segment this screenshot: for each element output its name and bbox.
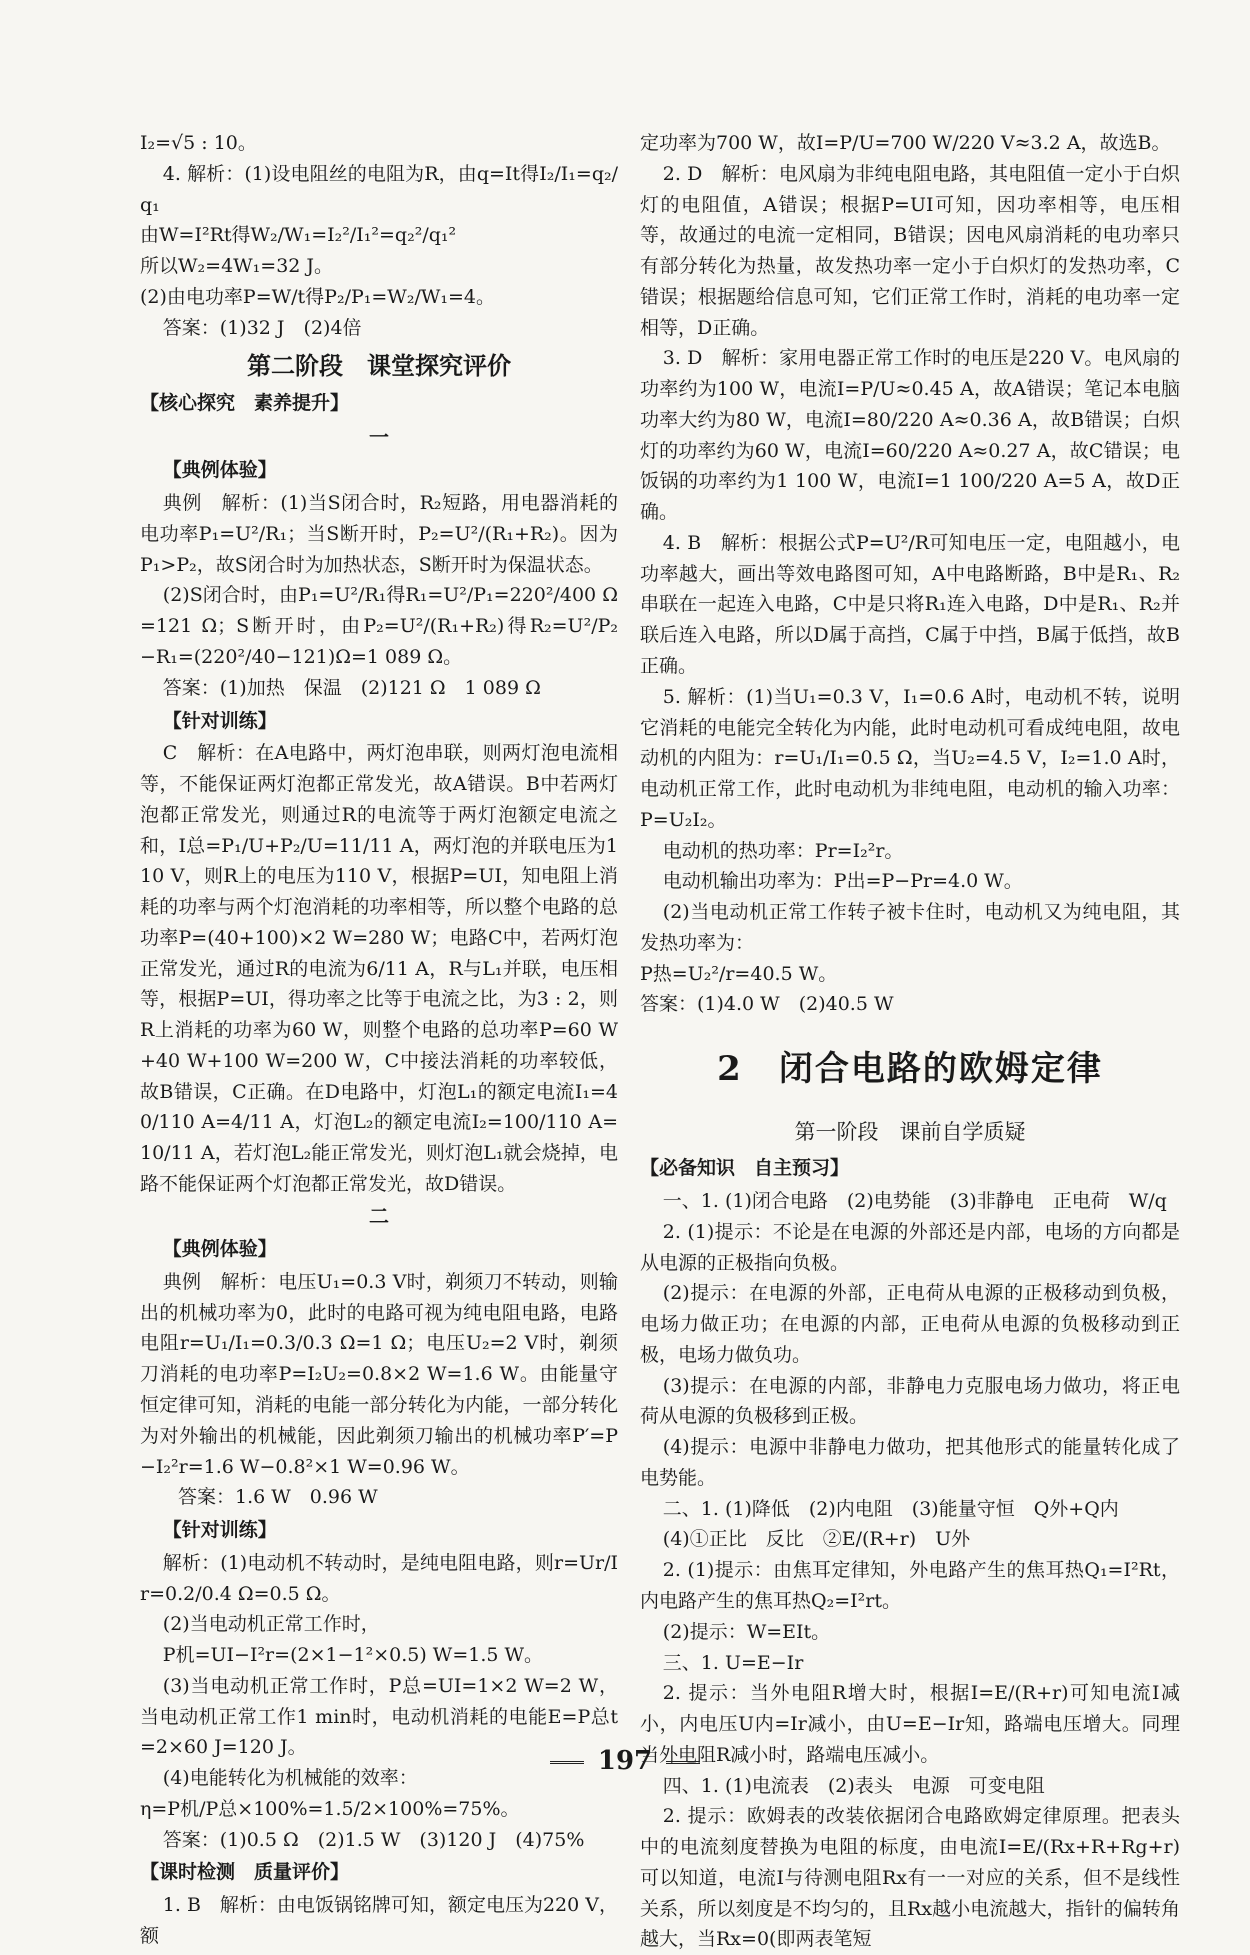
- text-line: (4)①正比 反比 ②E/(R+r) U外: [662, 1528, 971, 1551]
- text-line: 一、1. (1)闭合电路 (2)电势能 (3)非静电 正电荷 W/q: [662, 1190, 1167, 1213]
- answer-line: 答案：(1)加热 保温 (2)121 Ω 1 089 Ω: [162, 676, 541, 699]
- text-paragraph: 2. D 解析：电风扇为非纯电阻电路，其电阻值一定小于白炽灯的电阻值，A错误；根据P=UI可知，因功率相等，电压相等，故通过的电流一定相同，B错误；因电风扇消耗的电功率只有部分转化为热量，故发热功率一定小于白炽灯的发热功率，C错误；根据题给信息可知，它们正常工作时，消耗的电功率一定相等，D正确。: [640, 162, 1180, 339]
- text-paragraph: 5. 解析：(1)当U₁=0.3 V，I₁=0.6 A时，电动机不转，说明它消耗的电能完全转化为内能，此时电动机可看成纯电阻，故电动机的内阻为：r=U₁/I₁=0.5 Ω，当U₂=4.5 V，I₂=1.0 A时，电动机正常工作，此时电动机为非纯电阻，电动机的输入功率：P=U₂I₂。: [640, 685, 1180, 831]
- answer-line: 答案：(1)4.0 W (2)40.5 W: [640, 993, 894, 1016]
- text-line: 三、1. U=E−Ir: [662, 1651, 804, 1674]
- text-line: (2)当电动机正常工作时，: [162, 1613, 380, 1636]
- subsection-heading: 【典例体验】: [162, 459, 277, 482]
- text-line: 四、1. (1)电流表 (2)表头 电源 可变电阻: [662, 1774, 1045, 1797]
- text-paragraph: 典例 解析：电压U₁=0.3 V时，剃须刀不转动，则输出的机械功率为0，此时的电路可视为纯电阻电路，电路电阻r=U₁/I₁=0.3/0.3 Ω=1 Ω；电压U₂=2 V时，剃须刀消耗的电功率P=I₂U₂=0.8×2 W=1.6 W。由能量守恒定律可知，消耗的电能一部分转化为内能，一部分转化为对外输出的机械能，因此剃须刀输出的机械功率P′=P−I₂²r=1.6 W−0.8²×1 W=0.96 W。: [140, 1270, 618, 1478]
- page-footer: [0, 1740, 1250, 1782]
- answer-line: 答案：(1)0.5 Ω (2)1.5 W (3)120 J (4)75%: [162, 1828, 585, 1851]
- text-paragraph: 2. 提示：欧姆表的改装依据闭合电路欧姆定律原理。把表头中的电流刻度替换为电阻的标度，由电流I=E/(Rx+R+Rg+r)可以知道，电流I与待测电阻Rx有一一对应的关系，但不是线性关系，所以刻度是不均匀的，且Rx越小电流越大，指针的偏转角越大，当Rx=0(即两表笔短: [640, 1805, 1180, 1951]
- text-line: 1. B 解析：由电饭锅铭牌可知，额定电压为220 V，额: [140, 1894, 618, 1947]
- text-paragraph: 2. 提示：当外电阻R增大时，根据I=E/(R+r)可知电流I减小，内电压U内=Ir减小，由U=E−Ir知，路端电压增大。同理当外电阻R减小时，路端电压减小。: [640, 1682, 1180, 1766]
- text-paragraph: 4. B 解析：根据公式P=U²/R可知电压一定，电阻越小，电功率越大，画出等效电路图可知，A中电路断路，B中是R₁、R₂串联在一起连入电路，C中是只将R₁连入电路，D中是R₁、R₂并联后连入电路，所以D属于高挡，C属于中挡，B属于低挡，故B正确。: [640, 531, 1180, 678]
- section-heading: 【必备知识 自主预习】: [640, 1157, 850, 1180]
- subsection-heading: 【针对训练】: [162, 1519, 277, 1542]
- text-paragraph: 2. (1)提示：由焦耳定律知，外电路产生的焦耳热Q₁=I²Rt，内电路产生的焦耳热Q₂=I²rt。: [640, 1559, 1180, 1613]
- footer-rule-right: [666, 1761, 700, 1764]
- text-line: 由W=I²Rt得W₂/W₁=I₂²/I₁²=q₂²/q₁²: [140, 224, 457, 247]
- part-marker: 一: [369, 425, 389, 449]
- text-line: η=P机/P总×100%=1.5/2×100%=75%。: [140, 1797, 520, 1820]
- text-paragraph: 2. (1)提示：不论是在电源的外部还是内部，电场的方向都是从电源的正极指向负极。: [640, 1220, 1180, 1274]
- right-column: [640, 128, 1180, 1955]
- subsection-heading: 【典例体验】: [162, 1238, 277, 1261]
- chapter-title: 2 闭合电路的欧姆定律: [717, 1049, 1103, 1090]
- section-heading: 【课时检测 质量评价】: [140, 1861, 350, 1884]
- text-paragraph: (3)当电动机正常工作时，P总=UI=1×2 W=2 W，当电动机正常工作1 min时，电动机消耗的电能E=P总t=2×60 J=120 J。: [140, 1674, 618, 1759]
- text-paragraph: C 解析：在A电路中，两灯泡串联，则两灯泡电流相等，不能保证两灯泡都正常发光，故A错误。B中若两灯泡都正常发光，则通过R的电流等于两灯泡额定电流之和，I总=P₁/U+P₂/U=11/11 A，两灯泡的并联电压为110 V，则R上的电压为110 V，根据P=UI，知电阻上消耗的功率与两个灯泡消耗的功率相等，所以整个电路的总功率P=(40+100)×2 W=280 W；电路C中，若两灯泡正常发光，通过R的电流为6/11 A，R与L₁并联，电压相等，根据P=UI，得功率之比等于电流之比，为3 : 2，则R上消耗的功率为60 W，则整个电路的总功率P=60 W+40 W+100 W=200 W，C中接法消耗的功率较低，故B错误，C正确。在D电路中，灯泡L₁的额定电流I₁=40/110 A=4/11 A，灯泡L₂的额定电流I₂=100/110 A=10/11 A，若灯泡L₂能正常发光，则灯泡L₁就会烧掉，电路不能保证两个灯泡都正常发光，故D错误。: [140, 742, 618, 1195]
- text-line: (2)由电功率P=W/t得P₂/P₁=W₂/W₁=4。: [140, 285, 496, 308]
- text-line: 4. 解析：(1)设电阻丝的电阻为R，由q=It得I₂/I₁=q₂/q₁: [140, 162, 618, 216]
- answer-line: 答案：(1)32 J (2)4倍: [162, 316, 362, 339]
- text-line: 电动机输出功率为：P出=P−Pr=4.0 W。: [662, 870, 1023, 893]
- text-line: 所以W₂=4W₁=32 J。: [140, 255, 334, 278]
- stage-heading: 第一阶段 课前自学质疑: [794, 1120, 1026, 1145]
- part-marker: 二: [369, 1203, 389, 1228]
- answer-line: 答案：1.6 W 0.96 W: [178, 1486, 378, 1509]
- subsection-heading: 【针对训练】: [162, 709, 277, 732]
- text-line: I₂=√5 : 10。: [140, 132, 257, 154]
- text-paragraph: (2)S闭合时，由P₁=U²/R₁得R₁=U²/P₁=220²/400 Ω=121 Ω；S断开时，由P₂=U²/(R₁+R₂)得R₂=U²/P₂−R₁=(220²/40−121)Ω=1 089 Ω。: [140, 584, 618, 668]
- page-number: 197: [597, 1746, 653, 1776]
- text-line: 二、1. (1)降低 (2)内电阻 (3)能量守恒 Q外+Q内: [662, 1497, 1119, 1520]
- text-line: P机=UI−I²r=(2×1−1²×0.5) W=1.5 W。: [162, 1644, 544, 1667]
- footer-rule-left: [550, 1761, 584, 1764]
- text-paragraph: (4)提示：电源中非静电力做功，把其他形式的能量转化成了电势能。: [640, 1436, 1180, 1489]
- text-paragraph: (2)当电动机正常工作转子被卡住时，电动机又为纯电阻，其发热功率为：: [640, 901, 1180, 954]
- text-paragraph: 典例 解析：(1)当S闭合时，R₂短路，用电器消耗的电功率P₁=U²/R₁；当S断开时，P₂=U²/(R₁+R₂)。因为P₁>P₂，故S闭合时为加热状态，S断开时为保温状态。: [140, 492, 618, 576]
- text-paragraph: 解析：(1)电动机不转动时，是纯电阻电路，则r=Ur/Ir=0.2/0.4 Ω=0.5 Ω。: [140, 1551, 618, 1605]
- text-paragraph: (3)提示：在电源的内部，非静电力克服电场力做功，将正电荷从电源的负极移到正极。: [640, 1374, 1180, 1428]
- text-line: (4)电能转化为机械能的效率：: [162, 1767, 418, 1790]
- stage-heading: 第二阶段 课堂探究评价: [247, 351, 511, 381]
- text-paragraph: (2)提示：在电源的外部，正电荷从电源的正极移动到负极，电场力做正功；在电源的内部，正电荷从电源的负极移动到正极，电场力做负功。: [640, 1282, 1180, 1366]
- text-line: (2)提示：W=EIt。: [662, 1620, 831, 1643]
- section-heading: 【核心探究 素养提升】: [140, 392, 350, 415]
- text-line: P热=U₂²/r=40.5 W。: [640, 962, 838, 985]
- left-column: [140, 128, 618, 1952]
- text-paragraph: 3. D 解析：家用电器正常工作时的电压是220 V。电风扇的功率约为100 W，电流I=P/U≈0.45 A，故A错误；笔记本电脑功率大约为80 W，电流I=80/220 A≈0.36 A，故B错误；白炽灯的功率约为60 W，电流I=60/220 A≈0.27 A，故C错误；电饭锅的功率约为1 100 W，电流I=1 100/220 A=5 A，故D正确。: [640, 347, 1180, 524]
- text-line: 定功率为700 W，故I=P/U=700 W/220 V≈3.2 A，故选B。: [640, 132, 1171, 154]
- text-line: 电动机的热功率：Pr=I₂²r。: [662, 839, 904, 862]
